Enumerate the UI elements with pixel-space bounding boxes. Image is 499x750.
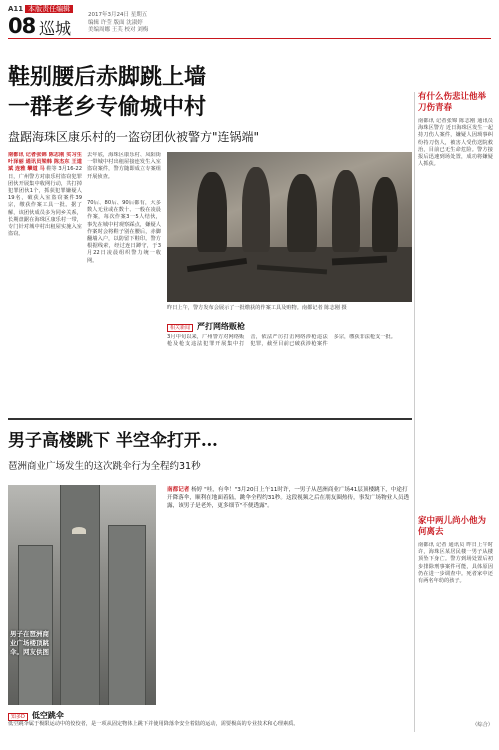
main-headline: [8, 62, 408, 122]
right-column: [418, 92, 493, 729]
header-designers: 美编周娜 王芙 校对 刘梅: [88, 27, 149, 33]
person-silhouette: [197, 172, 227, 252]
bottom-title: 低空跳伞: [31, 711, 64, 720]
story-column-2b: [87, 200, 161, 412]
right-author: （综合）: [472, 722, 493, 728]
right-headline-1: 有什么伤悲让他举刀伤青春: [418, 92, 487, 113]
story2-subheadline: 琶洲商业广场发生的这次跳伞行为全程约31秒: [8, 461, 201, 472]
building-shape: [18, 545, 53, 705]
right-headline-2: 家中两儿尚小他为何离去: [418, 516, 487, 537]
person-silhouette: [242, 167, 270, 252]
main-subheadline: 盘踞海珠区康乐村的一盗窃团伙被警方"连锅端": [8, 130, 260, 144]
headline-line1: 鞋别腰后赤脚跳上墙: [8, 64, 207, 90]
header-info: [88, 12, 148, 35]
story-col1-text: 鞋等 3月16-22日，广州警方对康乐村盗窃犯罪团伙开展集中收网行动，共打掉犯罪团伙1个，抓获犯罪嫌疑人19名，破获入室盗窃案件39宗，缴获作案工具一批。据了解，该团伙成员多为同乡关系，长期盘踞在海珠区康乐村一带，专门针对城中村出租屋实施入室盗窃。: [8, 166, 82, 238]
bottom-bar: [8, 710, 64, 721]
person-silhouette: [332, 170, 360, 252]
related-story: [167, 334, 411, 414]
skyscraper-photo: [8, 485, 156, 705]
story2-lead-label: 南都记者: [167, 487, 190, 493]
page-number: 08: [8, 14, 36, 38]
section-divider: [8, 418, 412, 420]
section-title: 巡城: [39, 19, 72, 38]
building-shape: [60, 485, 100, 705]
page-header: [0, 0, 499, 40]
related-tag: 相关新闻: [167, 324, 193, 332]
person-silhouette: [287, 174, 317, 252]
evidence-photo: [167, 152, 412, 302]
person-silhouette: [372, 177, 398, 252]
story2-lead-text: 杨婷 "哇，有伞！"3月20日上午11时许，一男子从琶洲商业广场41层顶楼跳下，中途打开降落伞，顺利在地面着陆，跳伞全程约31秒。这段视频之后在朋友圈热传，事发广场物业人员透露，该男子是老外，更多细节"不便透露"。: [167, 487, 410, 509]
story-col2b-text: 70后、80后、90后都有，大多数人无业或在数十、一般在凌晨作案，每次作案3一5人结伙，事先在城中村观察踩点，嫌疑人作案时会将鞋子别在腰后，赤脚翻墙入户，以防留下鞋印。警方根据线索，经过连日蹲守，于3月22日凌晨组织警力统一收网。: [87, 200, 161, 264]
page-tag: [8, 4, 73, 14]
bottom-text: 低空跳伞属于极限运动中的佼佼者，是一项从固定物体上跳下并使用降落伞安全着陆的运动，需要极高的专业技术和心理素质。: [8, 721, 299, 727]
story-column-1: [8, 152, 82, 414]
right-text-2: 南都讯 记者 通讯员 昨日上午时许，海珠区某居民楼一男子从楼顶坠下身亡。警方到场处置后初步排除刑事案件可能，具体原因仍在进一步调查中。死者家中还有两名年幼的孩子。: [418, 542, 493, 585]
tag-label: A11: [8, 5, 24, 13]
story-byline: 南都讯 记者张锦 陈志刚 实习生叶泽丽 通讯员梁韩 陈杰东 王道斌 连雅 攀道 马: [8, 152, 82, 173]
story-col2-text: 去年底，海珠区康乐村、凤阳街一带城中村出租屋接连发生入室盗窃案件，警方随即成立专案组开展侦查。: [87, 152, 161, 180]
header-date: 2017年3月24日 星期五: [88, 12, 148, 18]
right-text-1: 南都讯 记者张锦 陈志刚 通讯员 海珠区警方 近日海珠区发生一起持刀伤人案件，嫌疑人因琐事纠纷持刀伤人，被害人受伤送院救治，目前已无生命危险。警方接报后迅速到场处置，成功将嫌疑人抓获。: [418, 118, 493, 168]
related-text: 3月中旬以来，广州警方对网络贩枪及枪支违法犯罪开展集中打击，依法严厉打击网络涉枪违法犯罪，截至目前已破获涉枪案件多宗，缴获非法枪支一批。: [167, 334, 396, 348]
column-divider: [414, 92, 415, 732]
building-shape: [108, 525, 146, 705]
header-editors: 编辑 许莹 版面 沈淑婷: [88, 19, 143, 26]
story2-lead: [167, 486, 411, 510]
related-news-bar: [167, 321, 245, 332]
related-title: 严打网络贩枪: [197, 322, 246, 331]
photo-caption: 昨日上午，警方发布会展示了一批缴获的作案工具及赃物。南都记者 陈志刚 摄: [167, 305, 347, 311]
story2-headline: 男子高楼跳下 半空伞打开…: [8, 431, 218, 451]
header-rule: [8, 38, 491, 39]
bottom-tag: 知多D: [8, 713, 28, 721]
photo2-caption: 男子在琶洲商业广场楼顶跳伞。网友供图: [10, 630, 49, 656]
parachute-shape: [72, 527, 86, 534]
headline-line2: 一群老乡专偷城中村: [8, 94, 207, 120]
tag-red-label: 本版责任编辑: [25, 5, 73, 13]
